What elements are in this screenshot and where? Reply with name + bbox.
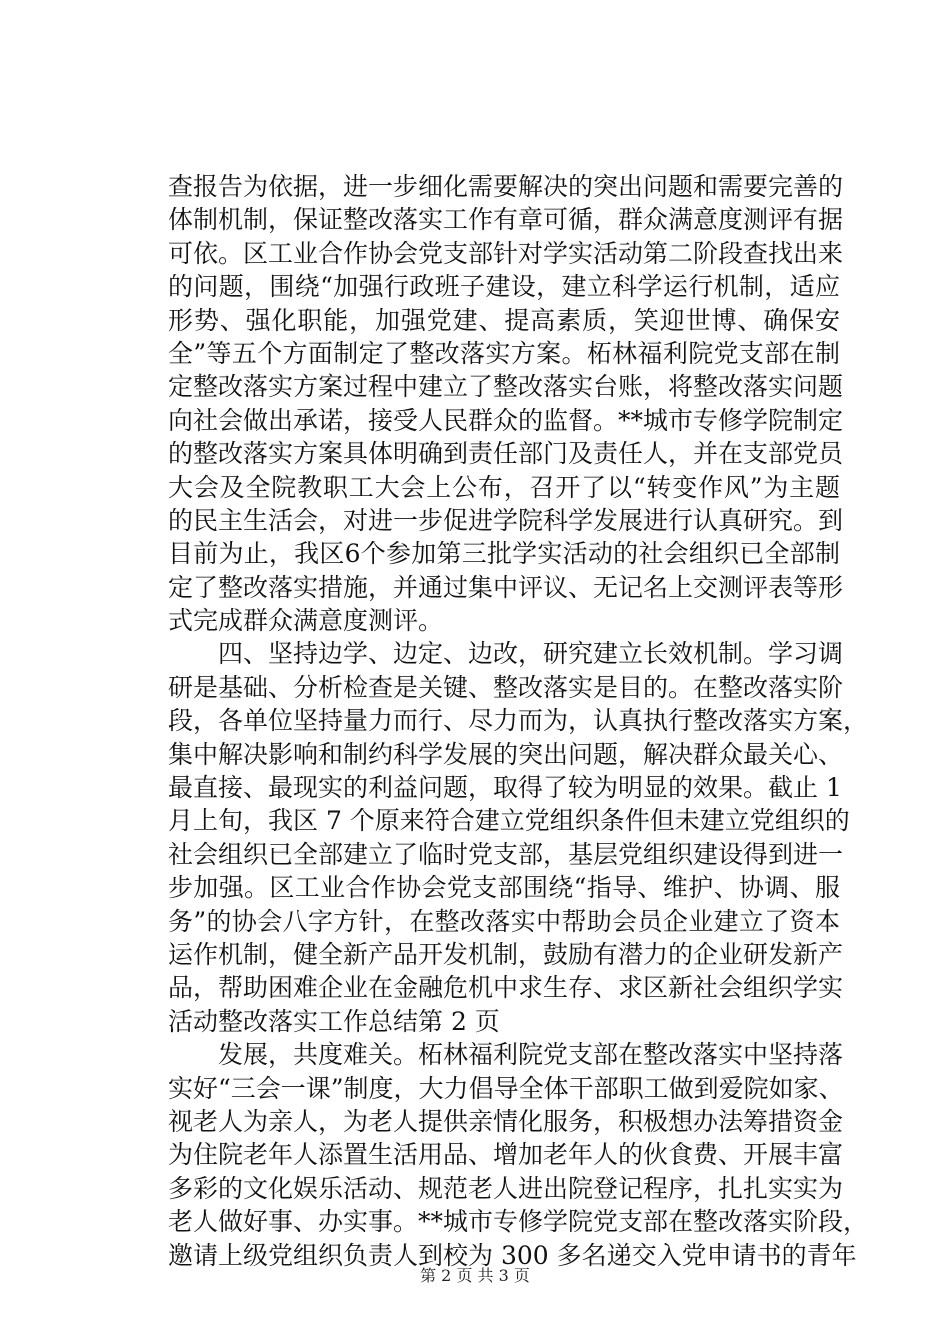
text-line: 定了整改落实措施，并通过集中评议、无记名上交测评表等形 bbox=[168, 572, 844, 602]
text-line: 实好“三会一课”制度，大力倡导全体干部职工做到爱院如家、 bbox=[168, 1073, 844, 1103]
text-line: 视老人为亲人，为老人提供亲情化服务，积极想办法筹措资金 bbox=[168, 1106, 844, 1136]
text-line: 可依。区工业合作协会党支部针对学实活动第二阶段查找出来 bbox=[168, 238, 844, 268]
text-line: 目前为止，我区6个参加第三批学实活动的社会组织已全部制 bbox=[168, 539, 840, 569]
text-line: 发展，共度难关。柘林福利院党支部在整改落实中坚持落 bbox=[168, 1040, 844, 1070]
text-line: 品，帮助困难企业在金融危机中求生存、求区新社会组织学实 bbox=[168, 973, 844, 1003]
text-line: 的问题，围绕“加强行政班子建设，建立科学运行机制，适应 bbox=[168, 272, 840, 302]
text-line: 步加强。区工业合作协会党支部围绕“指导、维护、协调、服 bbox=[168, 873, 840, 903]
text-line: 集中解决影响和制约科学发展的突出问题，解决群众最关心、 bbox=[168, 739, 844, 769]
text-line: 务”的协会八字方针，在整改落实中帮助会员企业建立了资本 bbox=[168, 906, 840, 936]
text-line: 大会及全院教职工大会上公布，召开了以“转变作风”为主题 bbox=[168, 472, 840, 502]
text-line: 体制机制，保证整改落实工作有章可循，群众满意度测评有据 bbox=[168, 205, 844, 235]
text-line: 月上旬，我区 7 个原来符合建立党组织条件但未建立党组织的 bbox=[168, 806, 850, 836]
text-line: 研是基础、分析检查是关键、整改落实是目的。在整改落实阶 bbox=[168, 672, 844, 702]
text-line: 段，各单位坚持量力而行、尽力而为，认真执行整改落实方案， bbox=[168, 706, 869, 736]
text-line: 老人做好事、办实事。**城市专修学院党支部在整改落实阶段， bbox=[168, 1207, 869, 1237]
text-line: 全”等五个方面制定了整改落实方案。柘林福利院党支部在制 bbox=[168, 338, 840, 368]
text-line: 的民主生活会，对进一步促进学院科学发展进行认真研究。到 bbox=[168, 505, 844, 535]
text-line: 查报告为依据，进一步细化需要解决的突出问题和需要完善的 bbox=[168, 172, 844, 201]
text-line: 定整改落实方案过程中建立了整改落实台账，将整改落实问题 bbox=[168, 372, 844, 402]
text-line: 为住院老年人添置生活用品、增加老年人的伙食费、开展丰富 bbox=[168, 1140, 844, 1170]
text-line: 四、坚持边学、边定、边改，研究建立长效机制。学习调 bbox=[168, 639, 844, 669]
text-line: 邀请上级党组织负责人到校为 300 多名递交入党申请书的青年 bbox=[168, 1240, 857, 1270]
text-line: 社会组织已全部建立了临时党支部，基层党组织建设得到进一 bbox=[168, 839, 844, 869]
page-number-footer: 第 2 页 共 3 页 bbox=[420, 1266, 530, 1285]
text-line: 式完成群众满意度测评。 bbox=[168, 606, 444, 636]
text-line: 形势、强化职能，加强党建、提高素质，笑迎世博、确保安 bbox=[168, 305, 840, 335]
text-line: 多彩的文化娱乐活动、规范老人进出院登记程序，扎扎实实为 bbox=[168, 1173, 844, 1203]
text-line: 向社会做出承诺，接受人民群众的监督。**城市专修学院制定 bbox=[168, 405, 844, 435]
body-text bbox=[168, 170, 869, 1272]
text-line: 的整改落实方案具体明确到责任部门及责任人，并在支部党员 bbox=[168, 439, 844, 469]
text-line: 最直接、最现实的利益问题，取得了较为明显的效果。截止 1 bbox=[168, 773, 842, 803]
text-line: 运作机制，健全新产品开发机制，鼓励有潜力的企业研发新产 bbox=[168, 939, 844, 969]
text-line: 活动整改落实工作总结第 2 页 bbox=[168, 1006, 500, 1036]
